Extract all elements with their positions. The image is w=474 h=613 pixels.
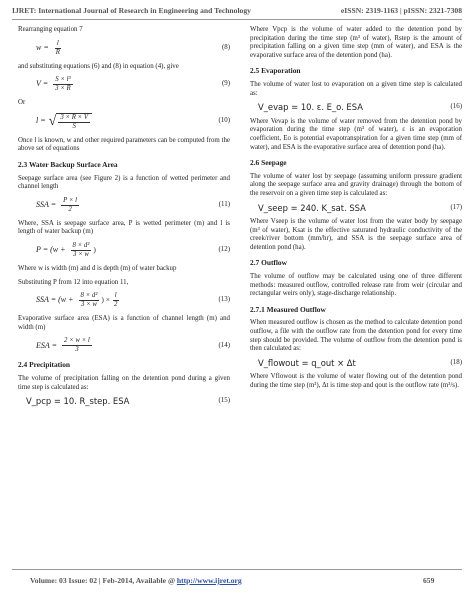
paragraph: The volume of water lost to evaporation on a given time step is calculated as: bbox=[250, 80, 462, 97]
equation-number: (18) bbox=[450, 358, 462, 366]
paragraph: Where Vflowout is the volume of water flowing out of the detention pond during the time step (m³), Δt is time step and qout is the outflow rate (m³/s). bbox=[250, 373, 462, 389]
equation-11: SSA = $\frac{P \times l}{2}$ (11) bbox=[36, 196, 230, 213]
section-heading: 2.7.1 Measured Outflow bbox=[250, 304, 326, 314]
section-heading: 2.3 Water Backup Surface Area bbox=[18, 159, 118, 169]
section-heading: 2.4 Precipitation bbox=[18, 360, 71, 370]
section-heading: 2.7 Outflow bbox=[250, 258, 287, 268]
journal-name: IJRET: International Journal of Research in Engineering and Technology bbox=[12, 6, 251, 15]
paragraph: Where, SSA is seepage surface area, P is wetted perimeter (m) and l is length of water backup (m) bbox=[18, 219, 230, 236]
equation-number: (12) bbox=[218, 246, 230, 254]
equation-17: V_seep = 240. K_sat. SSA (17) bbox=[258, 202, 462, 213]
paragraph: Where Vseep is the volume of water lost from the water body by seepage (m³ of water), Ksat is the effective saturated hydraulic conductivity of the creek/river bottom (mm/hr), and SSA is the seepage surface area of detention pond (ha). bbox=[250, 218, 462, 251]
equation-10: l = √ $\frac{3 \times R \times V}{S}$ (10) bbox=[36, 113, 230, 130]
equation-number: (11) bbox=[218, 200, 230, 208]
paragraph: Seepage surface area (see Figure 2) is a function of wetted perimeter and channel length bbox=[18, 174, 230, 191]
paragraph: The volume of precipitation falling on the detention pond during a given time step is calculated as: bbox=[18, 374, 230, 391]
paragraph: Where Vevap is the volume of water removed from the detention pond by evaporation during the time step (m³ of water), ε is an evaporation coefficient, Eo is potential evapotranspiration for a given time step (mm of water), and ESA is the evaporative surface area of detention pond (ha). bbox=[250, 117, 462, 151]
equation-18: V_flowout = q_out × Δt (18) bbox=[258, 357, 462, 368]
section-heading: 2.6 Seepage bbox=[250, 158, 287, 168]
paragraph: Rearranging equation 7 bbox=[18, 26, 83, 33]
equation-13: SSA = (w + $\frac{\text{8 × d²}}{3 \times w}$ ) × $\frac{l}{2}$ (13) bbox=[36, 292, 230, 309]
equation-number: (17) bbox=[450, 203, 462, 211]
paragraph: and substituting equations (6) and (8) in equation (4), give bbox=[18, 62, 179, 70]
paragraph: Once l is known, w and other required parameters can be computed from the above set of equations bbox=[18, 136, 230, 153]
equation-9: V = $\frac{\text{S × l³}}{3 \times R}$ (9) bbox=[36, 76, 230, 93]
paragraph: Where w is width (m) and d is depth (m) of water backup bbox=[18, 264, 177, 272]
paragraph: Where Vpcp is the volume of water added to the detention pond by precipitation during the time step (m³ of water), Rstep is the amount of precipitation falling on a given time step (mm of water), and ESA is the evaporative surface area of the detention pond (ha). bbox=[250, 26, 462, 59]
equation-number: (13) bbox=[218, 296, 230, 304]
equation-number: (10) bbox=[218, 117, 230, 125]
journal-link[interactable]: http://www.ijret.org bbox=[176, 576, 242, 585]
section-heading: 2.5 Evaporation bbox=[250, 66, 301, 76]
equation-number: (14) bbox=[218, 341, 230, 349]
running-footer: Volume: 03 Issue: 02 | Feb-2014, Available @ http://www.ijret.org bbox=[30, 576, 242, 585]
paragraph: Evaporative surface area (ESA) is a function of channel length (m) and width (m) bbox=[18, 315, 230, 331]
issn: eISSN: 2319-1163 | pISSN: 2321-7308 bbox=[340, 6, 462, 15]
left-column bbox=[18, 26, 230, 412]
equation-14: ESA = $\frac{2 \times w \times l}{3}$ (14) bbox=[36, 337, 230, 354]
equation-number: (9) bbox=[221, 80, 230, 88]
equation-16: V_evap = 10. ε. E_o. ESA (16) bbox=[258, 102, 462, 113]
footer-rule bbox=[12, 569, 462, 570]
paragraph: Substituting P from 12 into equation 11, bbox=[18, 278, 129, 286]
header-rule bbox=[12, 19, 462, 20]
paragraph: When measured outflow is chosen as the method to calculate detention pond outflow, a file with the outflow rate from the detention pond for every time step should be provided. The volume of outflow from the detention pond is then calculated as: bbox=[250, 319, 462, 353]
running-header bbox=[12, 6, 462, 15]
equation-8: w = $\frac{l}{R}$ (8) bbox=[36, 39, 230, 56]
equation-number: (8) bbox=[221, 43, 230, 51]
paragraph: The volume of water lost by seepage (assuming uniform pressure gradient along the seepage surface area and gravity drainage) through the bottom of the reservoir on a given time step is calculated as: bbox=[250, 172, 462, 197]
equation-15: V_pcp = 10. R_step. ESA (15) bbox=[26, 396, 230, 407]
paragraph: The volume of outflow may be calculated using one of three different methods: measured outflow, controlled release rate from weir (circular and rectangular weirs only), stage-discharge relationship. bbox=[250, 273, 462, 298]
page-number: 659 bbox=[423, 576, 435, 585]
equation-number: (15) bbox=[218, 397, 230, 405]
right-column bbox=[250, 26, 462, 396]
equation-12: P = (w + $\frac{\text{8 × d²}}{3 \times w}$ ) (12) bbox=[36, 241, 230, 258]
paragraph: Or bbox=[18, 99, 26, 107]
equation-number: (16) bbox=[450, 103, 462, 111]
